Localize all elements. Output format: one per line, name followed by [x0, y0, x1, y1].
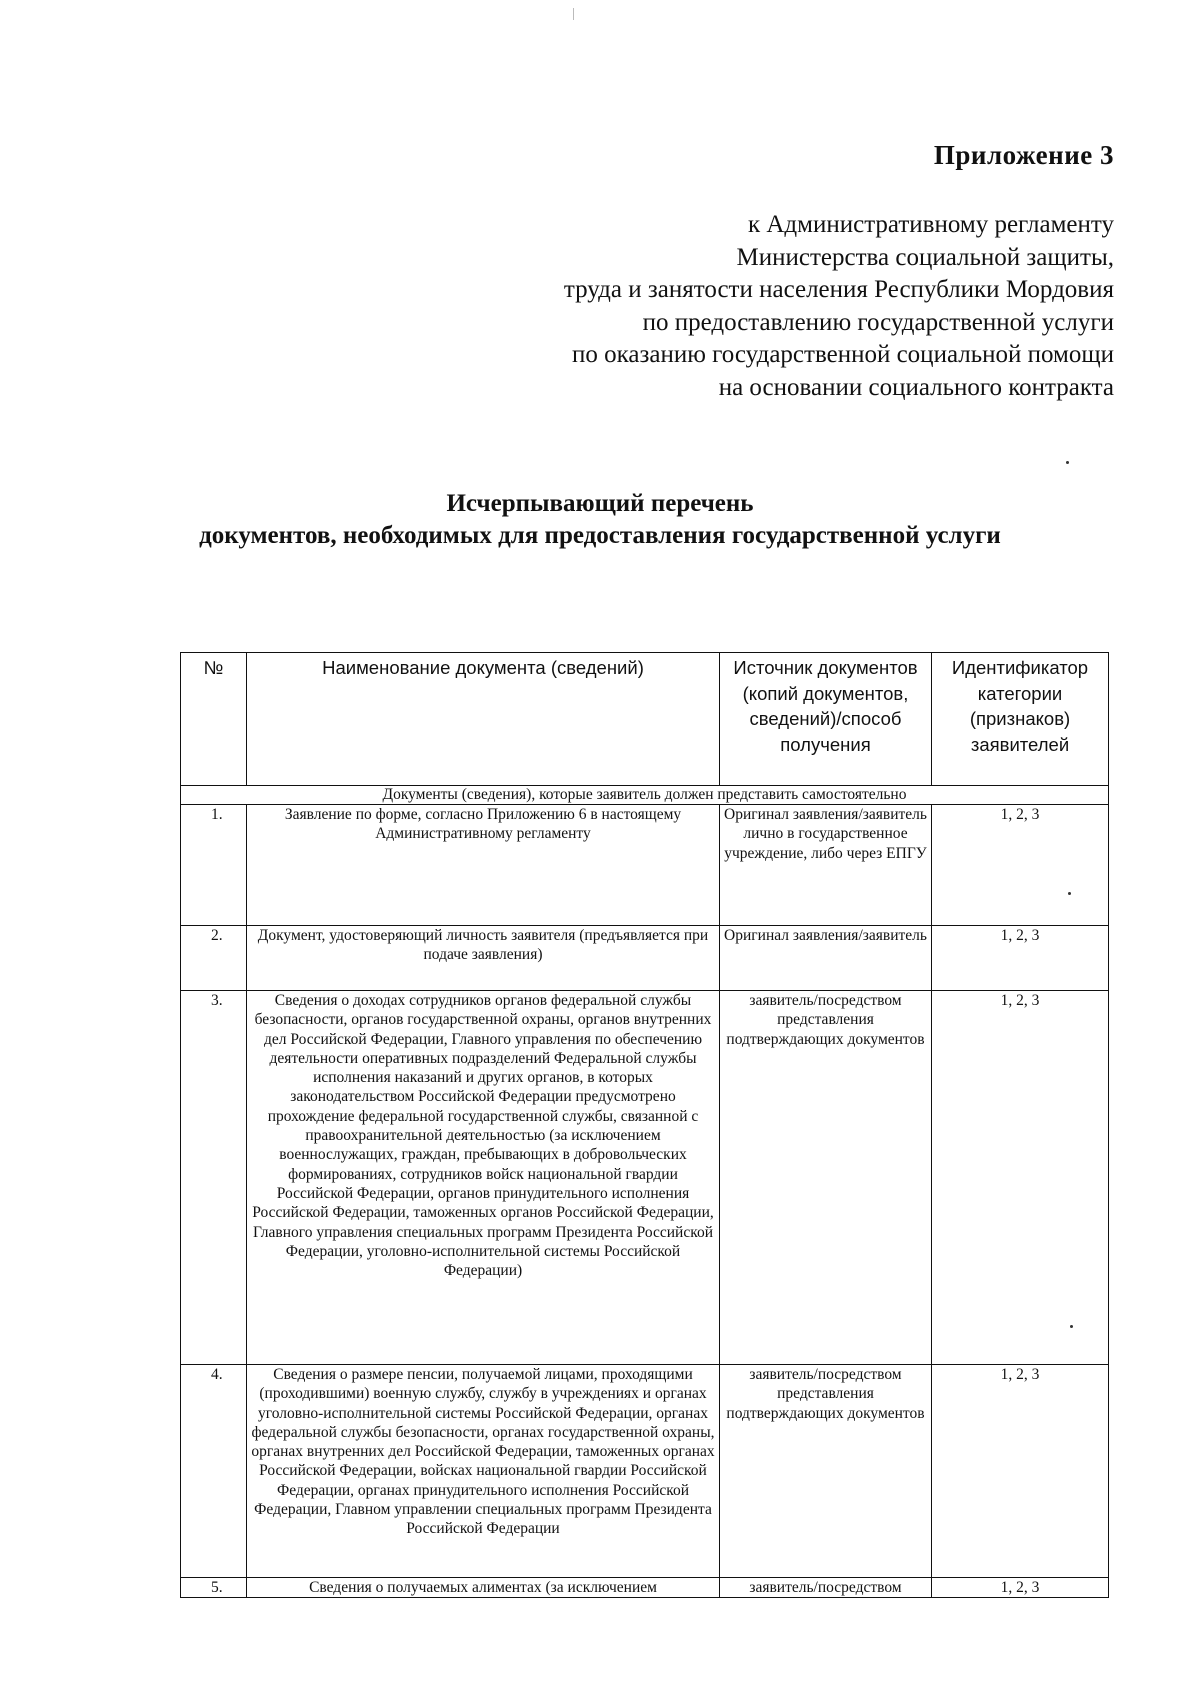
- subtitle-line: по оказанию государственной социальной помощи: [572, 341, 1114, 368]
- subtitle-line: по предоставлению государственной услуги: [642, 308, 1114, 336]
- table-row: [181, 805, 1109, 926]
- heading-line-2: документов, необходимых для предоставления государственной услуги: [199, 522, 1001, 549]
- row-source: Оригинал заявления/заявитель лично в государственное учреждение, либо через ЕПГУ: [720, 805, 932, 926]
- row-source: заявитель/посредством представления подтверждающих документов: [720, 991, 932, 1365]
- table-row: [181, 1365, 1109, 1578]
- scan-artifact: [573, 8, 574, 20]
- subtitle-line: к Административному регламенту: [747, 211, 1114, 238]
- row-document-name: Документ, удостоверяющий личность заявителя (предъявляется при подаче заявления): [247, 926, 720, 991]
- row-number: 5.: [181, 1578, 247, 1598]
- row-category: 1, 2, 3: [932, 1365, 1109, 1578]
- row-category: 1, 2, 3: [932, 805, 1109, 926]
- row-document-name: Сведения о получаемых алиментах (за исключением: [247, 1578, 720, 1598]
- heading-line-1: Исчерпывающий перечень: [446, 490, 754, 517]
- row-document-name: Заявление по форме, согласно Приложению 6 в настоящему Административному регламенту: [247, 805, 720, 926]
- row-category: 1, 2, 3: [932, 1578, 1109, 1598]
- scan-speck: [1068, 892, 1071, 895]
- table-row: [181, 1578, 1109, 1598]
- row-document-name: Сведения о доходах сотрудников органов федеральной службы безопасности, органов государственной охраны, органов внутренних дел Российской Федерации, Главного управления по обеспечению деятельности оперативных подразделений Федеральной службы исполнения наказаний и других органов, в которых законодательством Российской Федерации предусмотрено прохождение федеральной государственной службы, связанной с правоохранительной деятельностью (за исключением военнослужащих, граждан, пребывающих в добровольческих формированиях, сотрудников войск национальной гвардии Российской Федерации, органов принудительного исполнения Российской Федерации, таможенных органов Российской Федерации, Главного управления специальных программ Президента Российской Федерации, уголовно-исполнительной системы Российской Федерации): [247, 991, 720, 1365]
- subtitle-line: труда и занятости населения Республики Мордовия: [563, 276, 1114, 303]
- appendix-title: Приложение 3: [933, 140, 1114, 170]
- header-number: №: [181, 653, 247, 786]
- row-document-name: Сведения о размере пенсии, получаемой лицами, проходящими (проходившими) военную службу, службу в учреждениях и органах уголовно-исполнительной системы Российской Федерации, органах федеральной службы безопасности, органах государственной охраны, органах внутренних дел Российской Федерации, таможенных органах Российской Федерации, войсках национальной гвардии Российской Федерации, органах принудительного исполнения Российской Федерации, Главном управлении специальных программ Президента Российской Федерации: [247, 1365, 720, 1578]
- row-number: 2.: [181, 926, 247, 991]
- header-source: Источник документов (копий документов, сведений)/способ получения: [720, 653, 932, 786]
- section-title: Документы (сведения), которые заявитель должен представить самостоятельно: [181, 786, 1109, 805]
- row-number: 3.: [181, 991, 247, 1365]
- table-header-row: [181, 653, 1109, 786]
- row-source: заявитель/посредством: [720, 1578, 932, 1598]
- section-row: [181, 786, 1109, 805]
- row-number: 4.: [181, 1365, 247, 1578]
- header-category: Идентификатор категории (признаков) заявителей: [932, 653, 1109, 786]
- subtitle-line: Министерства социальной защиты,: [736, 243, 1114, 271]
- row-source: Оригинал заявления/заявитель: [720, 926, 932, 991]
- table-row: [181, 991, 1109, 1365]
- header-document-name: Наименование документа (сведений): [247, 653, 720, 786]
- documents-table: [180, 652, 1109, 1598]
- regulation-reference: [564, 209, 1114, 404]
- scan-speck: [1066, 461, 1069, 464]
- scan-speck: [1070, 1325, 1073, 1328]
- row-category: 1, 2, 3: [932, 926, 1109, 991]
- subtitle-line: на основании социального контракта: [718, 373, 1114, 401]
- row-category: 1, 2, 3: [932, 991, 1109, 1365]
- document-heading: [0, 488, 1200, 552]
- table-row: [181, 926, 1109, 991]
- row-number: 1.: [181, 805, 247, 926]
- row-source: заявитель/посредством представления подтверждающих документов: [720, 1365, 932, 1578]
